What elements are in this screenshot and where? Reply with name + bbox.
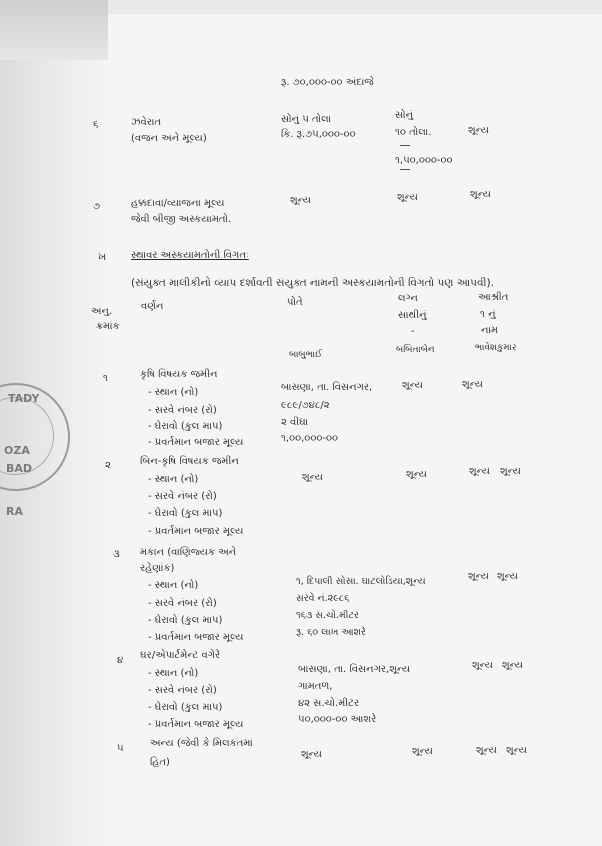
section-letter: ખ (98, 252, 107, 263)
row-number: ૫ (117, 743, 124, 754)
stamp-text: BAD (6, 462, 33, 475)
row-field: - સરવે નંબર (રો) (148, 598, 217, 609)
item-title: ઝવેરાત (131, 117, 162, 128)
row-field: - પ્રવર્તમાન બજાર મૂલ્ય (148, 719, 244, 730)
header-spouse: - (411, 326, 415, 337)
row-field: - સરવે નંબર (રો) (148, 491, 217, 502)
section-note: (સંયુક્ત માલીકીનો વ્યાપ દર્શાવતી સંયુક્ત નામની અસ્કયામતોની વિગતો પણ આપવી). (131, 277, 494, 289)
spouse-total: ૧,૫૦,૦૦૦-૦૦ (395, 155, 453, 166)
dependent-value: શૂન્ય (500, 466, 521, 477)
dependent-value: શૂન્ય (497, 571, 518, 582)
dependent-value: શૂન્ય (468, 571, 489, 582)
item-number: ૭ (93, 201, 100, 212)
row-field: - ઘેરાવો (કુલ માપ) (148, 702, 223, 713)
self-value: ૯૮૯/૭૪૮/૨ (281, 400, 330, 411)
row-field: - સ્થાન (નો) (148, 387, 199, 398)
row-field: - સરવે નંબર (રો) (148, 405, 217, 416)
self-value: શૂન્ય (301, 749, 322, 760)
self-value: બાસણા, તા. વિસનગર, (281, 382, 373, 393)
stamp-text: TADY (8, 392, 40, 405)
dependent-value: શૂન્ય (462, 379, 483, 390)
row-title: બિન-કૃષિ વિષયક જમીન (140, 456, 239, 467)
self-value: બાસણા, તા. વિસનગર,શૂન્ય (298, 664, 411, 675)
spouse-value: ૧૦ તોલા. (395, 127, 432, 138)
dependent-value: શૂન્ય (502, 660, 523, 671)
self-name: બાબુભાઈ (289, 350, 323, 360)
self-value: શૂન્ય (290, 195, 311, 206)
self-value: રૂ. ૬૦ લાખ આશરે (296, 627, 366, 638)
row-field: - સ્થાન (નો) (148, 474, 199, 485)
top-note: રૂ. ૭૦,૦૦૦-૦૦ અંદાજે (281, 77, 374, 88)
item-subtitle: જેવી બીજી અસ્કયામતો. (131, 214, 232, 225)
spouse-value: સોનું (395, 110, 414, 121)
row-field: - સ્થાન (નો) (148, 580, 199, 591)
row-number: ૪ (117, 655, 124, 666)
item-title: હક્કદાવા/વ્યાજના મૂલ્ય (131, 198, 225, 209)
dependent-value: શૂન્ય (472, 660, 493, 671)
header-spouse: લગ્ન (398, 293, 418, 304)
self-value: કિ. રૂ.૭૫,૦૦૦-૦૦ (281, 129, 356, 140)
self-value: સોનું ૫ તોલા (281, 114, 332, 125)
self-value: ૧, દિપાલી સોસા. ઘાટલોડિયા,શૂન્ય (296, 576, 426, 587)
header-description: વર્ણન (141, 301, 164, 312)
header-self: પોતે (287, 297, 303, 308)
self-value: ગામતળ, (298, 681, 333, 692)
header-dependent: નામ (481, 325, 498, 336)
row-title: રહેણાંક) (140, 563, 175, 574)
dependent-name: ભાવેશકુમાર (475, 343, 517, 353)
dash-mark (400, 145, 410, 146)
stamp-text: RA (6, 505, 23, 518)
header-serial: ક્રમાંક (96, 321, 120, 332)
row-title: મકાન (વાણિજ્યક અને (140, 547, 237, 558)
row-number: ૨ (105, 460, 111, 471)
row-field: - ઘેરાવો (કુલ માપ) (148, 615, 223, 626)
dependent-value: શૂન્ય (469, 466, 490, 477)
row-field: - સ્થાન (નો) (148, 668, 199, 679)
dash-mark (400, 169, 410, 170)
row-number: ૩ (113, 549, 120, 560)
self-value: ૨ વીઘા (281, 417, 309, 428)
row-field: - ઘેરાવો (કુલ માપ) (148, 508, 223, 519)
header-dependent: ૧ નું (480, 309, 496, 320)
header-serial: અનુ. (91, 306, 113, 317)
row-field: - પ્રવર્તમાન બજાર મૂલ્ય (148, 437, 244, 448)
row-title: અન્ય (જેવી કે મિલકતમાં (150, 738, 253, 749)
section-title: સ્થાવર અસ્કયામતોની વિગતઃ (131, 250, 249, 261)
self-value: સરવે નં.૨૯૮૬ (296, 593, 350, 604)
row-field: - ઘેરાવો (કુલ માપ) (148, 421, 223, 432)
dependent-value: શૂન્ય (506, 745, 527, 756)
row-field: - પ્રવર્તમાન બજાર મૂલ્ય (148, 526, 244, 537)
self-value: શૂન્ય (302, 472, 323, 483)
row-number: ૧ (103, 373, 108, 384)
row-title: ઘર/એપાર્ટમેન્ટ વગેરે (140, 650, 221, 661)
header-dependent: આશ્રીત (478, 292, 509, 303)
item-number: ૬ (93, 119, 99, 130)
dependent-value: શૂન્ય (476, 745, 497, 756)
item-subtitle: (વજન અને મૂલ્ય) (131, 133, 207, 144)
stamp-text: OZA (4, 444, 30, 457)
self-value: ૧,૦૦,૦૦૦-૦૦ (281, 433, 339, 444)
self-value: ૫૦,૦૦૦-૦૦ આશરે (298, 714, 377, 725)
row-title: હિત) (150, 757, 170, 768)
row-field: - સરવે નંબર (રો) (148, 685, 217, 696)
spouse-name: બબિતાબેન (396, 345, 435, 355)
spouse-value: શૂન્ય (406, 469, 427, 480)
self-value: ૪૨ સ.ચો.મીટર (298, 698, 360, 709)
scan-corner (0, 0, 108, 60)
row-title: કૃષિ વિષયક જમીન (140, 369, 218, 380)
row-field: - પ્રવર્તમાન બજાર મૂલ્ય (148, 632, 244, 643)
spouse-value: શૂન્ય (402, 380, 423, 391)
dependent-value: શૂન્ય (468, 125, 489, 136)
spouse-value: શૂન્ય (397, 192, 418, 203)
header-spouse: સાથીનું (398, 310, 427, 321)
self-value: ૧૬૩ સ.ચો.મીટર (296, 610, 359, 621)
dependent-value: શૂન્ય (470, 189, 491, 200)
spouse-value: શૂન્ય (412, 746, 433, 757)
